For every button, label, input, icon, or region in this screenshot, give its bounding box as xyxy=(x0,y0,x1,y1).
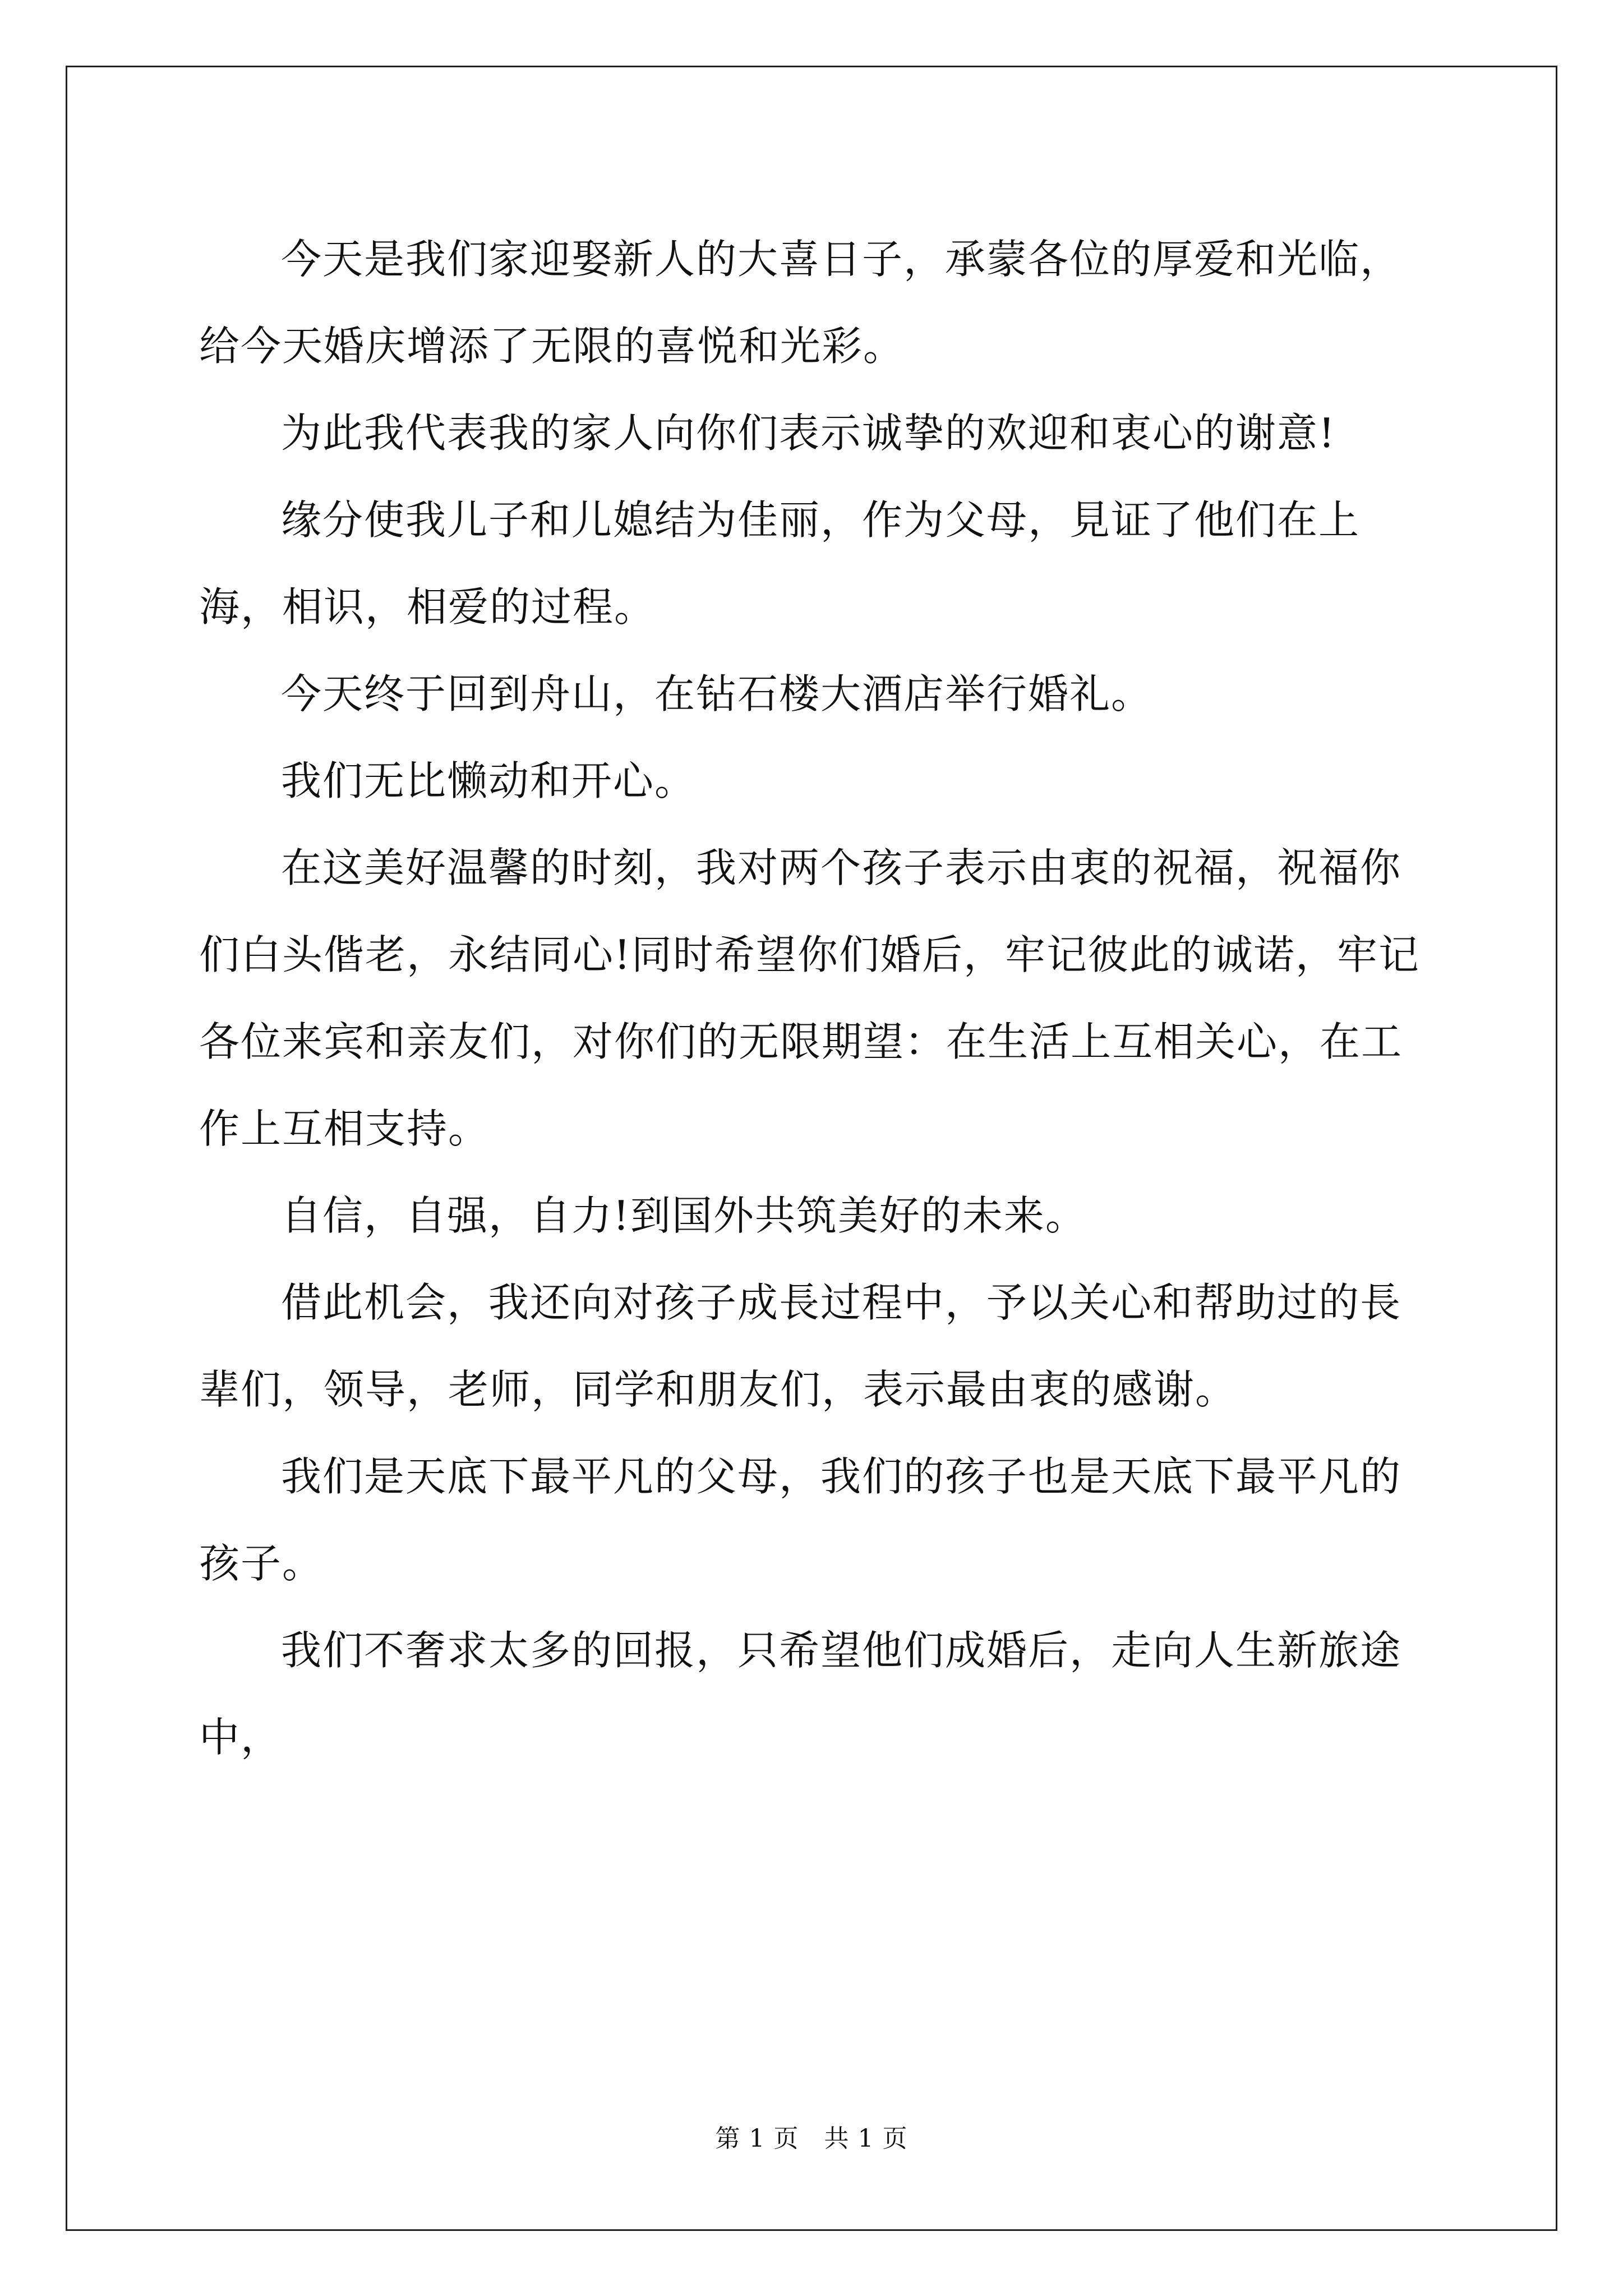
paragraph: 为此我代表我的家人向你们表示诚挚的欢迎和衷心的谢意! xyxy=(281,409,1336,457)
paragraph: 自信，自强，自力!到国外共筑美好的未来。 xyxy=(281,1192,1087,1239)
page-footer: 第 1 页 共 1 页 xyxy=(715,2124,908,2153)
paragraph: 今天终于回到舟山，在钻石楼大酒店举行婚礼。 xyxy=(281,670,1153,717)
paragraph: 今天是我们家迎娶新人的大喜日子，承蒙各位的厚爱和光临，给今天婚庆增添了无限的喜悦和光彩。 xyxy=(199,236,1402,370)
paragraph: 我们无比懒动和开心。 xyxy=(281,757,697,804)
paragraph: 我们是天底下最平凡的父母，我们的孩子也是天底下最平凡的孩子。 xyxy=(199,1453,1402,1587)
document-body xyxy=(199,216,1427,1781)
paragraph: 借此机会，我还向对孩子成長过程中，予以关心和帮助过的長辈们，领导，老师，同学和朋友们，表示最由衷的感谢。 xyxy=(199,1279,1402,1413)
paragraph: 缘分使我儿子和儿媳结为佳丽，作为父母，見证了他们在上海，相识，相爱的过程。 xyxy=(199,496,1361,631)
paragraph: 在这美好温馨的时刻，我对两个孩子表示由衷的祝福，祝福你们白头偕老，永结同心!同时希望你们婚后，牢记彼此的诚诺，牢记各位来宾和亲友们，对你们的无限期望：在生活上互相关心，在工作上互相支持。 xyxy=(199,844,1420,1152)
paragraph: 我们不奢求太多的回报，只希望他们成婚后，走向人生新旅途中， xyxy=(199,1627,1402,1761)
